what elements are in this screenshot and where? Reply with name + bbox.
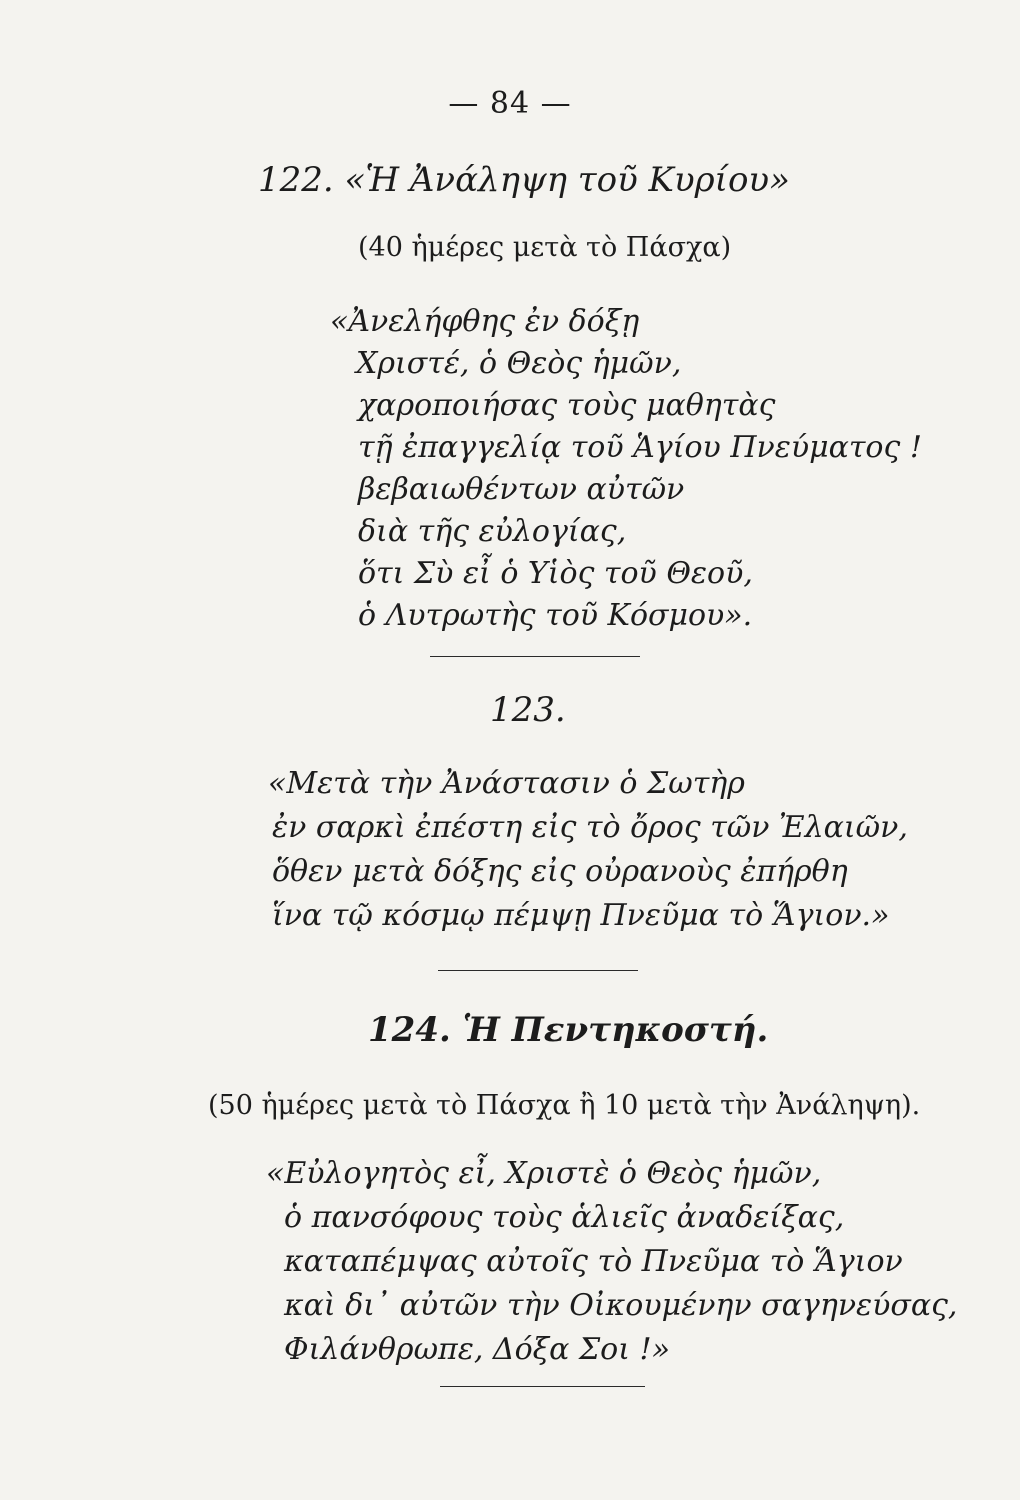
verse-line: βεβαιωθέντων αὐτῶν bbox=[358, 472, 685, 507]
verse-line: χαροποιήσας τοὺς μαθητὰς bbox=[358, 388, 776, 423]
verse-line: ὁ πανσόφους τοὺς ἁλιεῖς ἀναδείξας, bbox=[284, 1200, 845, 1235]
verse-line: τῇ ἐπαγγελίᾳ τοῦ Ἁγίου Πνεύματος ! bbox=[358, 430, 922, 465]
page-number: — 84 — bbox=[448, 86, 572, 121]
section-divider bbox=[440, 1386, 645, 1387]
section-122-title: 122. «Ἡ Ἀνάληψη τοῦ Κυρίου» bbox=[258, 160, 790, 200]
verse-line: ἐν σαρκὶ ἐπέστη εἰς τὸ ὄρος τῶν Ἐλαιῶν, bbox=[272, 810, 908, 845]
verse-line: ὅθεν μετὰ δόξης εἰς οὐρανοὺς ἐπήρθη bbox=[272, 854, 848, 889]
verse-line: Φιλάνθρωπε, Δόξα Σοι !» bbox=[284, 1332, 670, 1367]
section-124-title: 124. Ἡ Πεντηκοστή. bbox=[368, 1010, 769, 1050]
verse-line: ὅτι Σὺ εἶ ὁ Υἱὸς τοῦ Θεοῦ, bbox=[358, 556, 753, 591]
section-123-title: 123. bbox=[490, 690, 566, 730]
verse-line: «Εὐλογητὸς εἶ, Χριστὲ ὁ Θεὸς ἡμῶν, bbox=[266, 1156, 822, 1191]
verse-line: ὁ Λυτρωτὴς τοῦ Κόσμου». bbox=[358, 598, 753, 633]
section-divider bbox=[438, 970, 638, 971]
verse-line: ἵνα τῷ κόσμῳ πέμψῃ Πνεῦμα τὸ Ἅγιον.» bbox=[272, 898, 890, 933]
verse-line: καὶ δι᾽ αὐτῶν τὴν Οἰκουμένην σαγηνεύσας, bbox=[284, 1288, 958, 1323]
section-124-subtitle: (50 ἡμέρες μετὰ τὸ Πάσχα ἢ 10 μετὰ τὴν Ἀνάληψη). bbox=[208, 1090, 921, 1121]
verse-line: «Μετὰ τὴν Ἀνάστασιν ὁ Σωτὴρ bbox=[268, 766, 745, 801]
verse-line: διὰ τῆς εὐλογίας, bbox=[358, 514, 627, 549]
section-122-subtitle: (40 ἡμέρες μετὰ τὸ Πάσχα) bbox=[358, 232, 732, 263]
verse-line: καταπέμψας αὐτοῖς τὸ Πνεῦμα τὸ Ἅγιον bbox=[284, 1244, 903, 1279]
verse-line: «Ἀνελήφθης ἐν δόξῃ bbox=[330, 304, 640, 339]
verse-line: Χριστέ, ὁ Θεὸς ἡμῶν, bbox=[356, 346, 682, 381]
section-divider bbox=[430, 656, 640, 657]
